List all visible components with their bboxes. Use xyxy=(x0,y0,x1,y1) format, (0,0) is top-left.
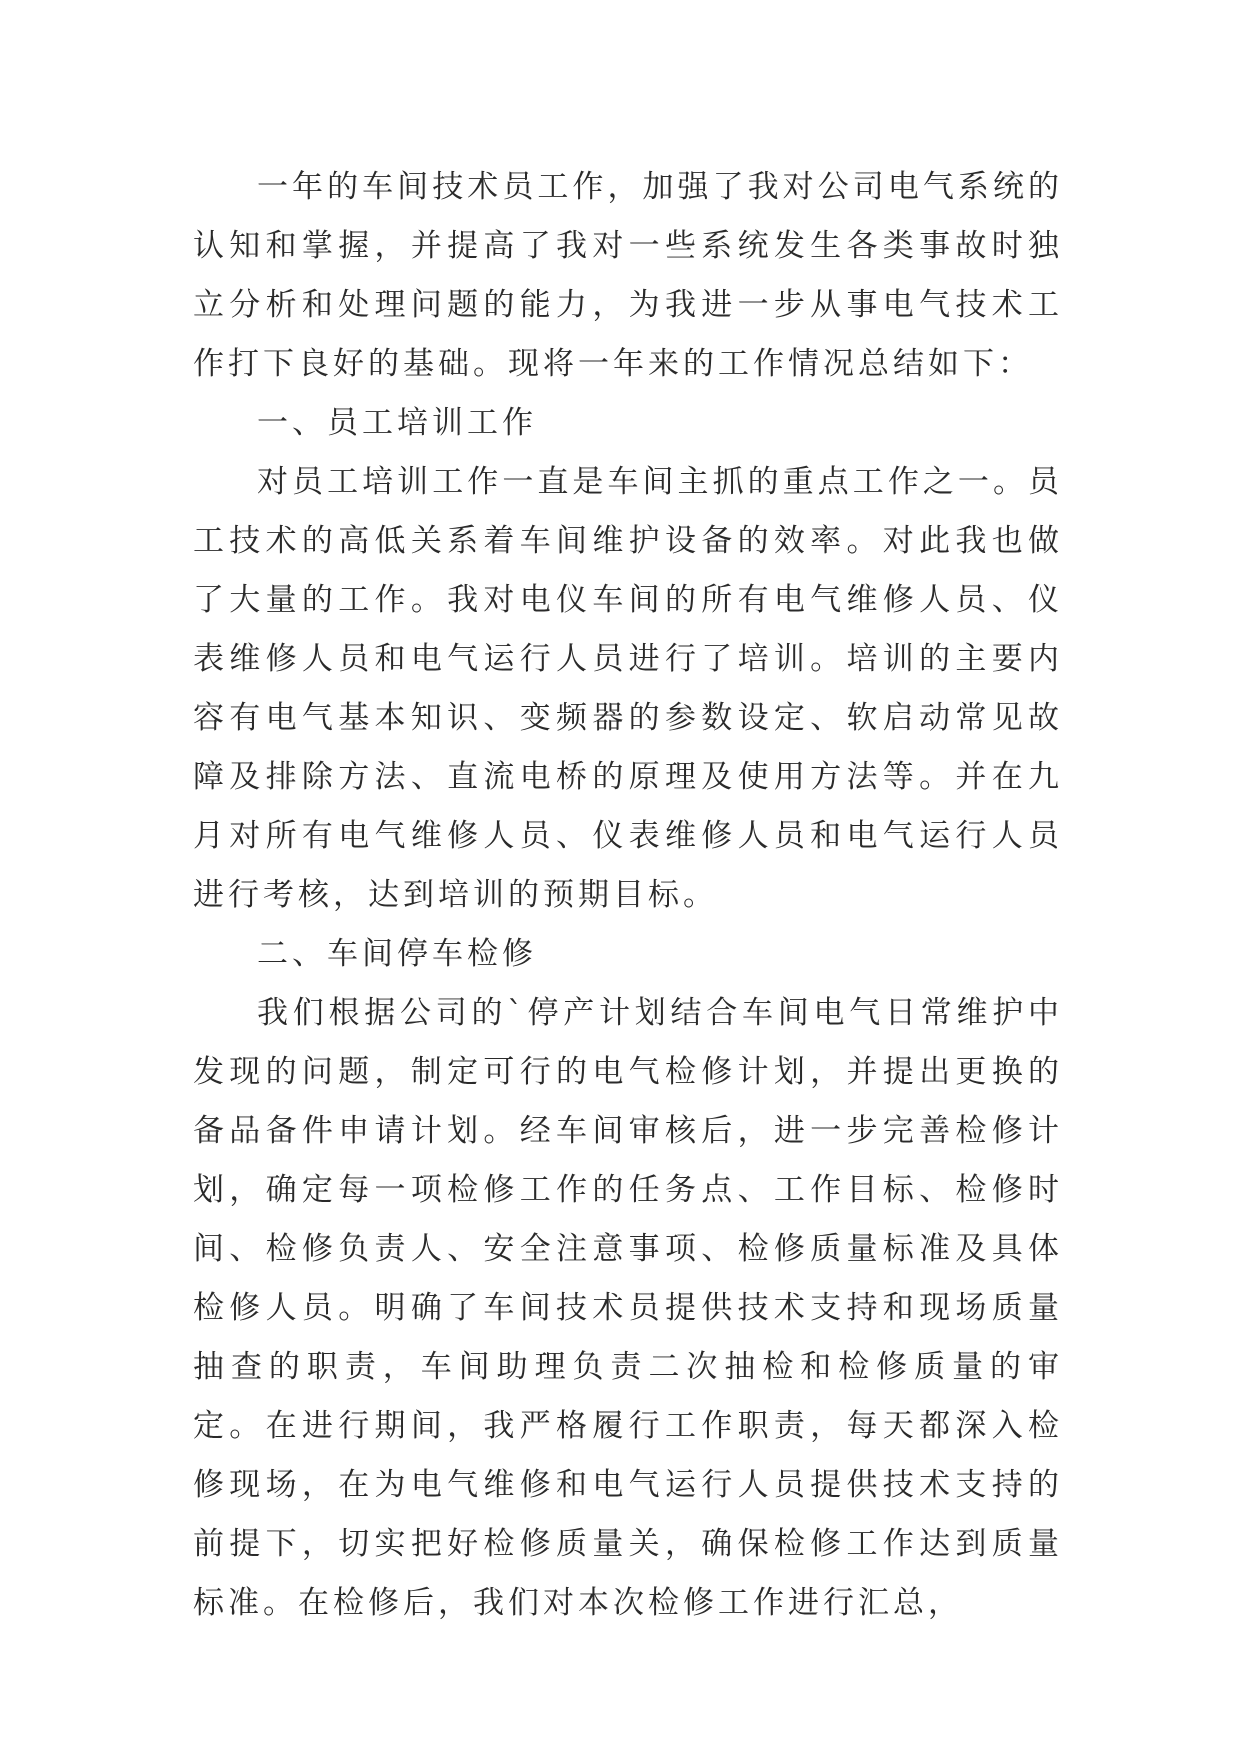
section-heading-training: 一、员工培训工作 xyxy=(257,405,537,441)
paragraph-maintenance: 我们根据公司的`停产计划结合车间电气日常维护中发现的问题，制定可行的电气检修计划，并提出更换的备品备件申请计划。经车间审核后，进一步完善检修计划，确定每一项检修工作的任务点、工作目标、检修时间、检修负责人、安全注意事项、检修质量标准及具体检修人员。明确了车间技术员提供技术支持和现场质量抽查的职责，车间助理负责二次抽检和检修质量的审定。在进行期间，我严格履行工作职责，每天都深入检修现场，在为电气维修和电气运行人员提供技术支持的前提下，切实把好检修质量关，确保检修工作达到质量标准。在检修后，我们对本次检修工作进行汇总， xyxy=(193,995,1063,1621)
paragraph-intro: 一年的车间技术员工作，加强了我对公司电气系统的认知和掌握，并提高了我对一些系统发生各类事故时独立分析和处理问题的能力，为我进一步从事电气技术工作打下良好的基础。现将一年来的工作情况总结如下： xyxy=(193,169,1063,382)
paragraph-training: 对员工培训工作一直是车间主抓的重点工作之一。员工技术的高低关系着车间维护设备的效率。对此我也做了大量的工作。我对电仪车间的所有电气维修人员、仪表维修人员和电气运行人员进行了培训。培训的主要内容有电气基本知识、变频器的参数设定、软启动常见故障及排除方法、直流电桥的原理及使用方法等。并在九月对所有电气维修人员、仪表维修人员和电气运行人员进行考核，达到培训的预期目标。 xyxy=(193,464,1063,913)
document-body xyxy=(193,158,1063,1633)
section-heading-maintenance: 二、车间停车检修 xyxy=(257,936,537,972)
